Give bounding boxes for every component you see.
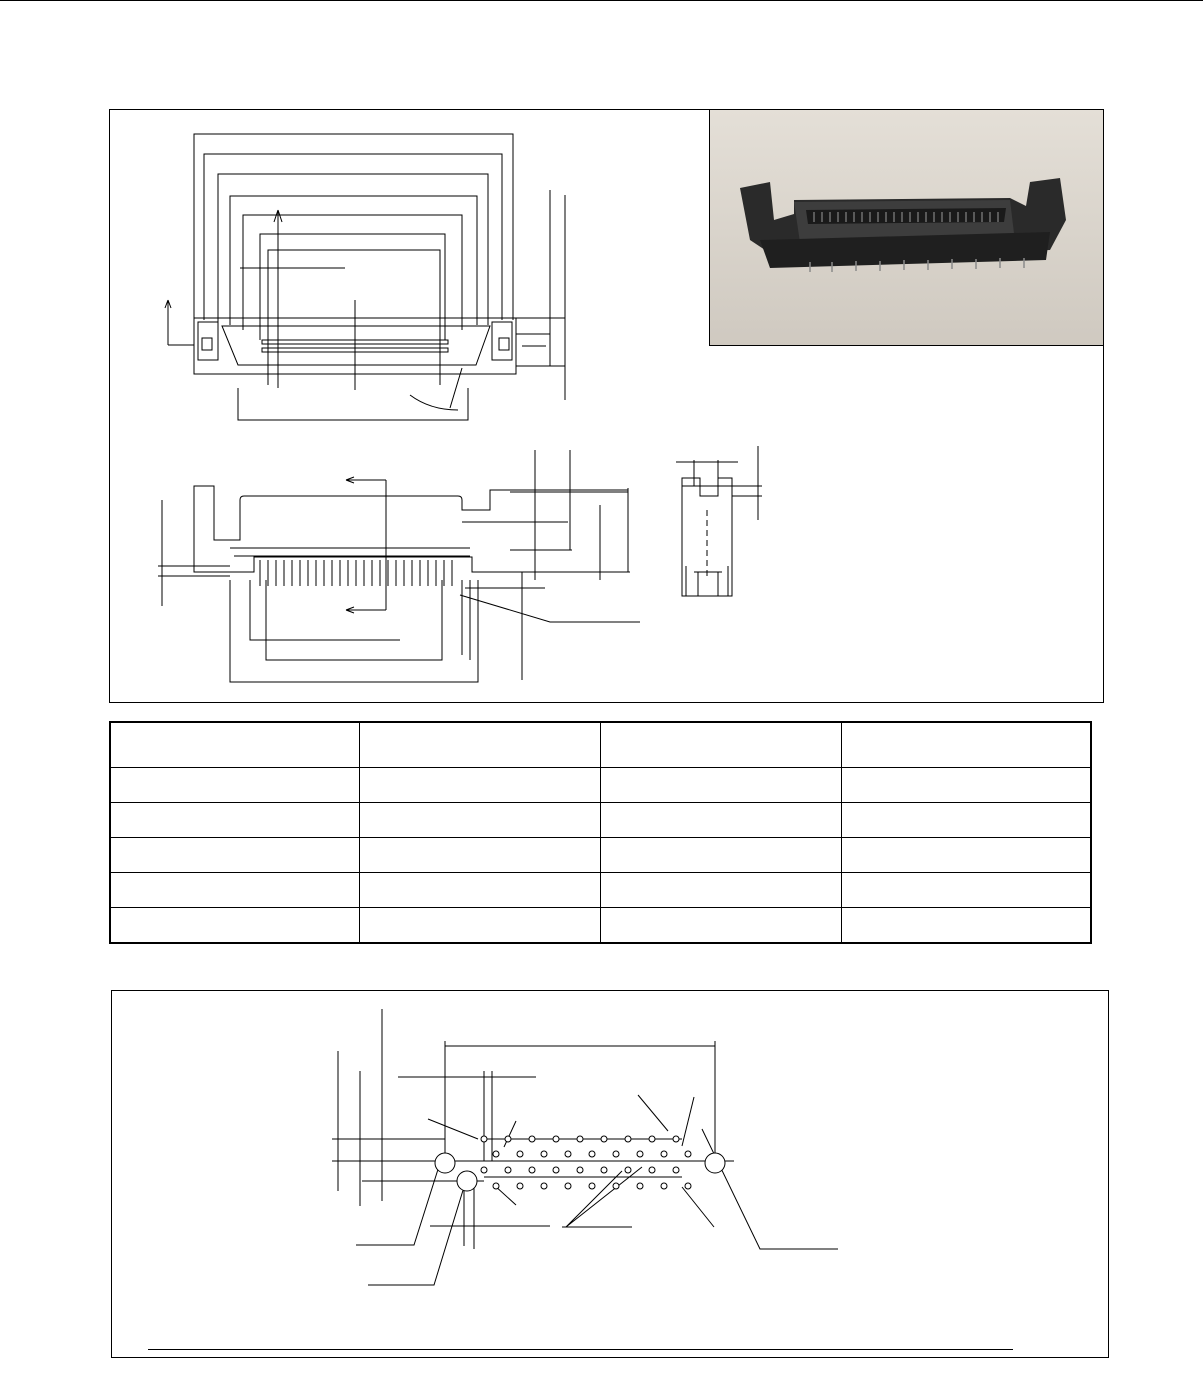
table-row	[110, 722, 1091, 768]
table-row	[110, 873, 1091, 908]
bottom-rule	[148, 1349, 1013, 1350]
table-cell	[360, 768, 601, 803]
table-cell	[360, 722, 601, 768]
table-cell	[360, 838, 601, 873]
front-view-flange	[230, 522, 568, 548]
right-height-dim	[516, 190, 565, 400]
table-cell	[110, 838, 360, 873]
leader-left-hole-1	[356, 1163, 440, 1245]
left-latch-inner	[202, 338, 212, 350]
pin-pads	[481, 1136, 691, 1189]
mounting-hole-left	[435, 1153, 455, 1173]
front-right-dims	[460, 450, 640, 622]
table-cell	[110, 873, 360, 908]
leader-right-hole	[702, 1129, 838, 1249]
right-latch-inner	[499, 338, 509, 350]
leader-top-mid	[504, 1121, 516, 1147]
leader-top-right-2	[682, 1097, 694, 1146]
side-view-top	[682, 478, 732, 496]
corner-arc	[410, 395, 458, 410]
table-cell	[110, 768, 360, 803]
dim-bracket-2	[204, 154, 502, 320]
front-view-pins	[260, 560, 452, 586]
top-rule	[0, 0, 1203, 1]
pcb-pattern-drawing	[112, 991, 1110, 1359]
left-arrow	[165, 300, 194, 345]
table-cell	[841, 873, 1091, 908]
connector-photo-art	[710, 110, 1104, 346]
table-cell	[841, 722, 1091, 768]
spec-table	[109, 721, 1092, 944]
leader-top-right-1	[638, 1095, 668, 1131]
table-cell	[841, 908, 1091, 944]
front-arrow	[346, 477, 386, 613]
leader-bottom-right	[682, 1187, 714, 1227]
table-cell	[600, 768, 841, 803]
table-cell	[360, 803, 601, 838]
front-view-body	[194, 486, 628, 572]
side-view-dims	[676, 446, 762, 520]
connector-photo	[709, 109, 1104, 346]
dim-bracket-5	[243, 215, 462, 330]
mounting-hole-left-2	[457, 1171, 477, 1191]
top-view-plug	[222, 326, 490, 365]
table-cell	[841, 803, 1091, 838]
left-latch	[198, 322, 218, 360]
table-cell	[600, 838, 841, 873]
table-row	[110, 803, 1091, 838]
table-cell	[360, 873, 601, 908]
table-cell	[600, 873, 841, 908]
leader-top-left	[428, 1119, 478, 1139]
table-cell	[600, 722, 841, 768]
table-cell	[110, 803, 360, 838]
pitch-dim	[398, 1071, 536, 1161]
overall-width-dim	[445, 1041, 715, 1171]
front-bottom-dims	[230, 572, 522, 682]
leader-bottom-v	[562, 1167, 642, 1227]
table-cell	[110, 722, 360, 768]
bottom-dim	[238, 388, 468, 420]
table-row	[110, 768, 1091, 803]
table-cell	[110, 908, 360, 944]
table-cell	[841, 768, 1091, 803]
table-row	[110, 908, 1091, 944]
leader-left-hole-2	[368, 1187, 464, 1285]
table-cell	[841, 838, 1091, 873]
dim-bracket-1	[194, 134, 513, 320]
table-cell	[600, 803, 841, 838]
pcb-pattern-panel	[111, 990, 1109, 1358]
table-row	[110, 838, 1091, 873]
table-cell	[360, 908, 601, 944]
mounting-hole-right	[705, 1153, 725, 1173]
table-cell	[600, 908, 841, 944]
